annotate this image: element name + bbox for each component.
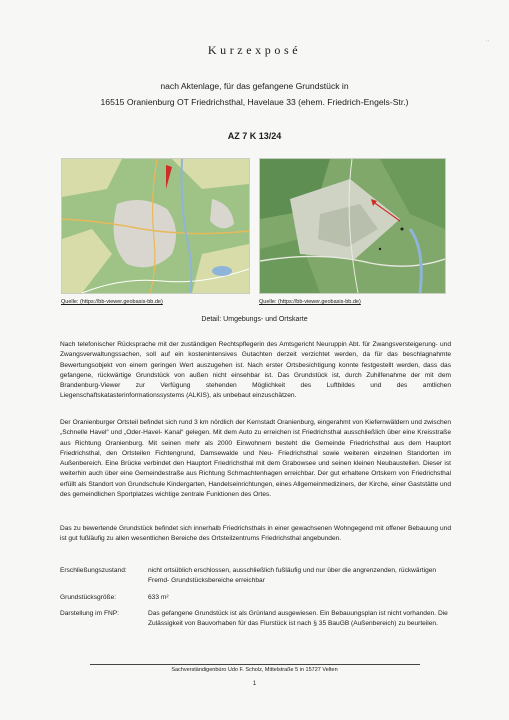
- overview-map-image: [62, 159, 249, 293]
- footer-divider: [90, 664, 420, 665]
- detail-label: Erschließungszustand:: [60, 567, 127, 574]
- aerial-map-image: [260, 159, 445, 293]
- map-source-right[interactable]: [259, 299, 361, 305]
- map-source-left[interactable]: [61, 299, 163, 305]
- detail-row-erschliessung: [60, 566, 451, 587]
- detail-row-groesse: [60, 593, 451, 603]
- detail-row-fnp: [60, 609, 451, 630]
- page-number: 1: [252, 681, 257, 687]
- detail-value: Das gefangene Grundstück ist als Grünland ausgewiesen. Ein Bebauungsplan ist nicht vorhanden. Die Zulässigkeit von Bauvorhaben für das Flurstück ist nach § 35 BauGB (Außenbereich) zu beurteilen.: [148, 609, 448, 628]
- detail-value: 633 m²: [148, 593, 169, 601]
- aerial-map: [259, 158, 446, 294]
- map-caption: Detail: Umgebungs- und Ortskarte: [201, 316, 308, 323]
- case-number: AZ 7 K 13/24: [227, 131, 282, 141]
- subtitle-line-2: 16515 Oranienburg OT Friedrichsthal, Havelaue 33 (ehem. Friedrich-Engels-Str.): [100, 97, 409, 107]
- subtitle-line-1: nach Aktenlage, für das gefangene Grundstück in: [160, 81, 349, 91]
- detail-value: nicht ortsüblich erschlossen, ausschließlich fußläufig und nur über die angrenzenden, rückwärtigen Fremd- Grundstücksbereiche erreichbar: [148, 567, 437, 585]
- overview-map: [61, 158, 250, 294]
- map-source-left-link[interactable]: Quelle: (https://bb-viewer.geobasis-bb.de): [61, 299, 163, 305]
- corner-mark: ' ': [485, 40, 489, 46]
- property-details: [60, 566, 451, 635]
- paragraph-property: Das zu bewertende Grundstück befindet sich innerhalb Friedrichsthals in einer gewachsenen Wohngegend mit offener Bebauung und ist gut fußläufig zu allen wesentlichen Bereiche des Ortsteilzentrums Friedrichsthal angebunden.: [60, 525, 451, 543]
- detail-label: Grundstücksgröße:: [60, 593, 117, 601]
- footer-text: Sachverständigenbüro Udo F. Scholz, Mittelstraße 5 in 15727 Velten: [171, 667, 338, 673]
- paragraph-assessment: Nach telefonischer Rücksprache mit der zuständigen Rechtspflegerin des Amtsgericht Neuruppin Abt. für Zwangsversteigerung- und Zwangsverwaltungssachen, soll auf ein kostenintensives Gutachten derzeit verzichtet werden, da für das beschlagnahmte Bewertungsobjekt von einem geringen Wert auszugehen ist. Nach erster Ortsbesichtigung konnte festgestellt werden, dass das gefangene, rückwärtige Grundstück von außen nicht einsehbar ist. Das Grundstück ist, durch Zuhilfenahme der mit dem Brandenburg-Viewer zur Verfügung stehenden Möglichkeit des Luftbildes und des amtlichen Liegenschaftskatasterinformationssystems (ALKIS), als unbebaut einzuschätzen.: [60, 341, 451, 400]
- paragraph-location: Der Oranienburger Ortsteil befindet sich rund 3 km nördlich der Kernstadt Oranienburg, eingerahmt von Kiefernwäldern und zwischen „Schnelle Havel“ und „Oder-Havel- Kanal“ gelegen. Mit dem Auto zu erreichen ist Friedrichsthal ausschließlich über eine Kreisstraße aus Richtung Oranienburg. Mit seinen mehr als 2000 Einwohnern besteht die Gemeinde Friedrichsthal aus dem Hauptort Friedrichsthal, den Ortsteilen Fichtengrund, Damsewalde und Neu- Friedrichsthal sowie weiteren einzelnen Standorten im Außenbereich. Eine Brücke verbindet den Hauptort Friedrichsthal mit dem Grabowsee und seinen kleinen Neubaustellen. Dieser ist weiterhin auch über eine Gemeindestraße aus Richtung Schmachtenhagen erreichbar. Der gut erhaltene Ortskern von Friedrichsthal erfüllt als Standort von Grundschule Kindergarten, Handelseinrichtungen, eines Allgemeinmediziners, der Kirche, einer Gaststätte und des gemeindlichen Sportplatzes wichtige zentrale Funktionen des Ortes.: [60, 419, 451, 499]
- document-title: Kurzexposé: [207, 43, 302, 57]
- map-source-right-link[interactable]: Quelle: (https://bb-viewer.geobasis-bb.de): [259, 299, 361, 305]
- detail-label: Darstellung im FNP:: [60, 609, 119, 617]
